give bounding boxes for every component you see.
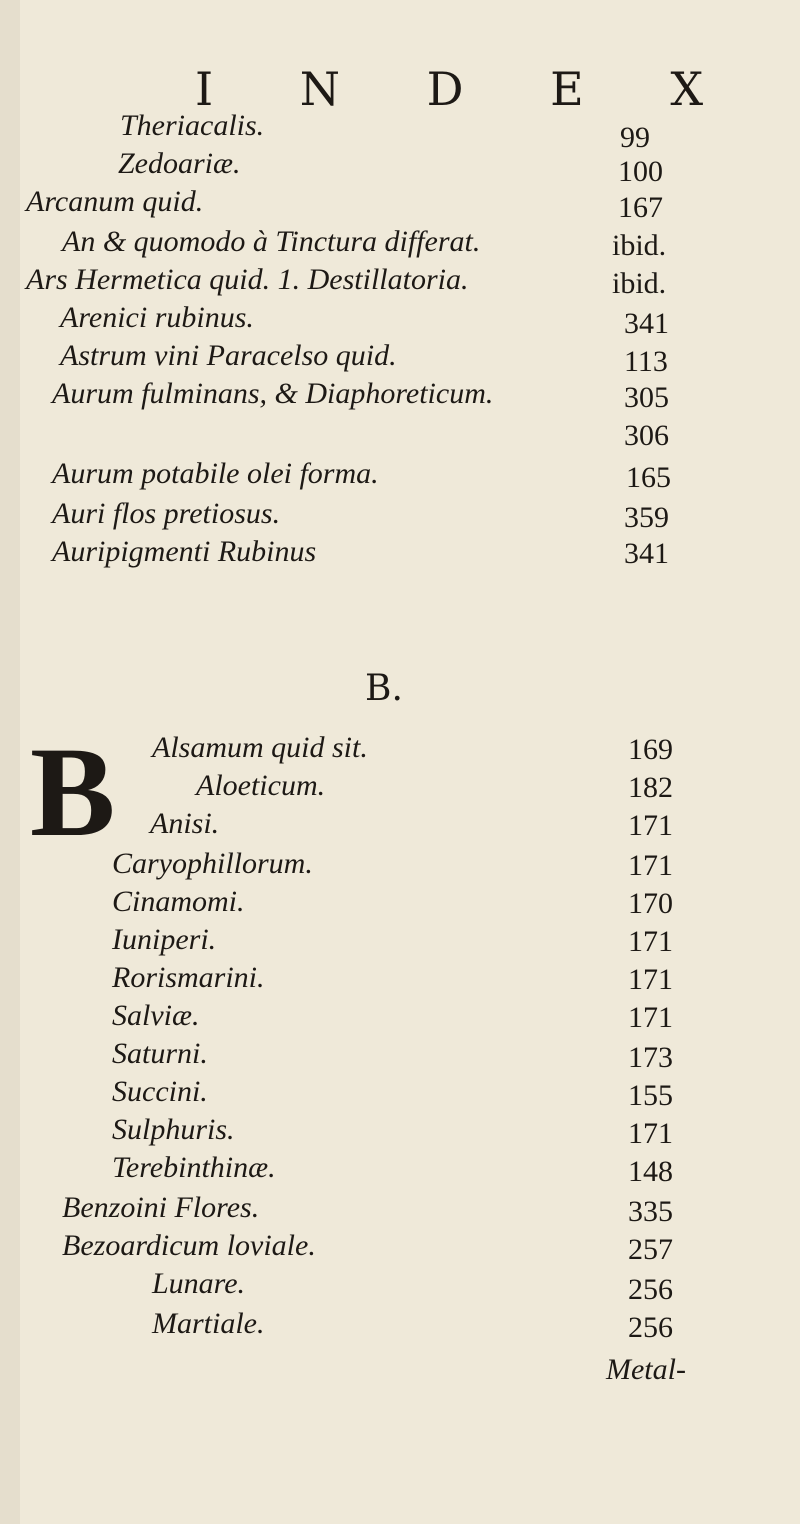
index-entry: Succini. [112, 1075, 208, 1108]
page-number: ibid. [612, 229, 667, 262]
index-entry: Rorismarini. [112, 961, 265, 994]
index-entry: Cinamomi. [112, 885, 245, 918]
index-entry: Martiale. [152, 1307, 265, 1340]
page-number: 305 [624, 381, 669, 414]
page-number: 165 [626, 461, 671, 494]
page-number: ibid. [612, 267, 667, 300]
index-entry: Lunare. [152, 1267, 246, 1300]
page-number: 256 [628, 1311, 673, 1344]
index-entry: Bezoardicum loviale. [62, 1229, 316, 1262]
index-entry: Arcanum quid. [26, 185, 204, 218]
index-entry: Alsamum quid sit. [152, 731, 368, 764]
page-number: 170 [628, 887, 673, 920]
page-number: 341 [624, 307, 669, 340]
index-entry: Zedoariæ. [118, 147, 241, 180]
page-gutter-shadow [0, 0, 20, 1524]
index-entry: Benzoini Flores. [62, 1191, 260, 1224]
index-entry: Iuniperi. [112, 923, 217, 956]
catchword: Metal- [606, 1353, 686, 1386]
page-number: 171 [628, 925, 673, 958]
index-entry: Aurum potabile olei forma. [52, 457, 379, 490]
page-number: 257 [628, 1233, 673, 1266]
page-number: 171 [628, 963, 673, 996]
index-entry: Theriacalis. [120, 109, 265, 142]
drop-capital: B [30, 721, 116, 863]
index-entry: Aloeticum. [196, 769, 326, 802]
page-number: 173 [628, 1041, 673, 1074]
page-number: 167 [618, 191, 663, 224]
index-entry: Anisi. [150, 807, 220, 840]
page-number: 256 [628, 1273, 673, 1306]
page-number: 99 [620, 121, 650, 154]
index-entry: Sulphuris. [112, 1113, 235, 1146]
page-number: 169 [628, 733, 673, 766]
index-entry: Salviæ. [112, 999, 200, 1032]
index-entry: Astrum vini Paracelso quid. [60, 339, 397, 372]
page-number: 148 [628, 1155, 673, 1188]
page-number: 182 [628, 771, 673, 804]
page-number: 335 [628, 1195, 673, 1228]
index-entry: An & quomodo à Tinctura differat. [62, 225, 481, 258]
index-entry: Auri flos pretiosus. [52, 497, 281, 530]
index-entry: Saturni. [112, 1037, 208, 1070]
index-entry: Auripigmenti Rubinus [52, 535, 317, 568]
page-number: 171 [628, 1001, 673, 1034]
index-entry: Terebinthinæ. [112, 1151, 276, 1184]
page-number: 306 [624, 419, 669, 452]
page-number: 171 [628, 849, 673, 882]
page-number: 341 [624, 537, 669, 570]
index-entry: Ars Hermetica quid. 1. Destillatoria. [26, 263, 469, 296]
index-entry: Aurum fulminans, & Diaphoreticum. [52, 377, 494, 410]
page-number: 171 [628, 809, 673, 842]
page-number: 155 [628, 1079, 673, 1112]
index-heading: I N D E X [195, 62, 740, 116]
page-number: 359 [624, 501, 669, 534]
index-entry: Caryophillorum. [112, 847, 313, 880]
page-number: 171 [628, 1117, 673, 1150]
index-entry: Arenici rubinus. [60, 301, 254, 334]
page-number: 113 [624, 345, 668, 378]
page-number: 100 [618, 155, 663, 188]
section-letter-b: B. [365, 668, 403, 709]
